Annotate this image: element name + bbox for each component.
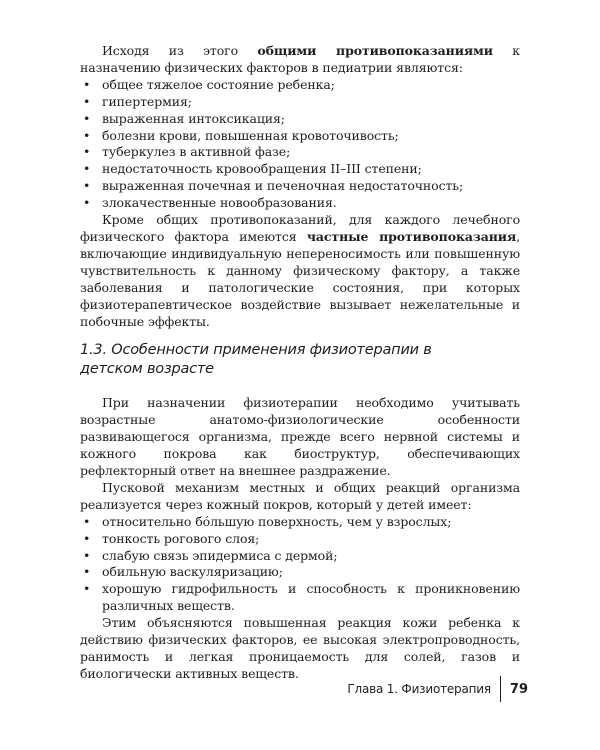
list-item-text: тонкость рогового слоя; <box>102 530 260 546</box>
list-item <box>80 144 520 161</box>
list-item <box>80 195 520 212</box>
list-item-text: общее тяжелое состояние ребенка; <box>102 76 335 92</box>
list-item <box>80 111 520 128</box>
intro-text-end: к назначению физических факторов в педиатрии являются: <box>80 43 520 75</box>
running-footer-chapter: Глава 1. Физиотерапия <box>347 682 491 696</box>
contraindications-list <box>80 77 520 212</box>
list-item-text: болезни крови, повышенная кровоточивость; <box>102 127 399 143</box>
trigger-paragraph: Пусковой механизм местных и общих реакций организма реализуется через кожный покров, который у детей имеет: <box>80 479 520 512</box>
list-item-text: злокачественные новообразования. <box>102 195 337 211</box>
list-item <box>80 581 520 615</box>
list-item-text: недостаточность кровообращения II–III степени; <box>102 161 422 177</box>
list-item <box>80 128 520 145</box>
list-item <box>80 548 520 565</box>
bullet-icon: • <box>83 144 91 160</box>
list-item-text: хорошую гидрофильность и способность к проникновению различных веществ. <box>102 581 520 614</box>
list-item-text: относительно бóльшую поверхность, чем у взрослых; <box>102 513 452 529</box>
intro-text-start: Исходя из этого <box>102 43 258 58</box>
bullet-icon: • <box>83 564 91 580</box>
particular-text-start: Кроме общих противопоказаний, для каждого лечебного физического фактора имеются <box>80 212 520 244</box>
bullet-icon: • <box>83 161 91 177</box>
footer-divider <box>500 676 501 702</box>
list-item-text: выраженная интоксикация; <box>102 110 285 126</box>
list-item <box>80 178 520 195</box>
list-item <box>80 531 520 548</box>
bullet-icon: • <box>83 513 91 529</box>
list-item-text: выраженная почечная и печеночная недостаточность; <box>102 178 464 194</box>
conclusion-paragraph: Этим объясняются повышенная реакция кожи ребенка к действию физических факторов, ее высокая электропроводность, ранимость и легкая проницаемость для солей, газов и биологически активных веществ. <box>80 615 520 681</box>
features-paragraph: При назначении физиотерапии необходимо учитывать возрастные анатомо-физиологические особенности развивающегося организма, прежде всего нервной системы и кожного покрова как биоструктур, обеспечивающих рефлекторный ответ на внешнее раздражение. <box>80 395 520 479</box>
page-number: 79 <box>509 681 528 697</box>
section-heading: 1.3. Особенности применения физиотерапии в детском возрасте <box>80 342 432 378</box>
bullet-icon: • <box>83 195 91 211</box>
bullet-icon: • <box>83 530 91 546</box>
bullet-icon: • <box>83 178 91 194</box>
list-item <box>80 161 520 178</box>
intro-paragraph <box>80 43 520 77</box>
list-item <box>80 77 520 94</box>
bullet-icon: • <box>83 547 91 563</box>
page-body <box>80 43 520 683</box>
particular-contraindications-paragraph <box>80 212 520 330</box>
bullet-icon: • <box>83 127 91 143</box>
particular-contraindications-term: частные противопоказания <box>306 228 517 244</box>
heading-spacer <box>80 387 520 395</box>
page-footer <box>0 676 528 702</box>
particular-text-end: , включающие индивидуальную непереносимость или повышенную чувствительность к данному физическому фактору, а также заболевания и патологические состояния, при которых физиотерапевтическое воздействие вызывает нежелательные и побочные эффекты. <box>80 228 520 329</box>
list-item <box>80 514 520 531</box>
general-contraindications-term: общими противопоказаниями <box>257 43 493 58</box>
list-item-text: слабую связь эпидермиса с дермой; <box>102 547 338 563</box>
list-item-text: туберкулез в активной фазе; <box>102 144 291 160</box>
list-item <box>80 94 520 111</box>
bullet-icon: • <box>83 76 91 92</box>
bullet-icon: • <box>83 581 91 597</box>
bullet-icon: • <box>83 93 91 109</box>
skin-features-list <box>80 514 520 615</box>
list-item <box>80 564 520 581</box>
list-item-text: обильную васкуляризацию; <box>102 564 283 580</box>
list-item-text: гипертермия; <box>102 93 192 109</box>
bullet-icon: • <box>83 110 91 126</box>
